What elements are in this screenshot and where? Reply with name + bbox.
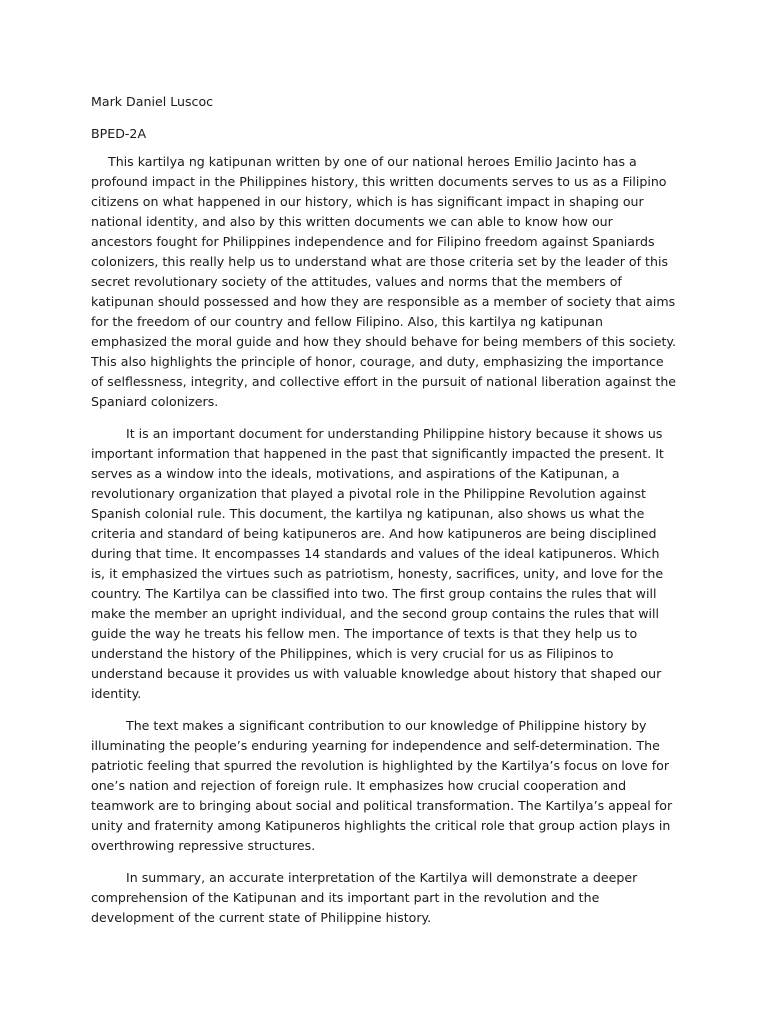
author-name: Mark Daniel Luscoc (91, 94, 214, 109)
paragraph-3: The text makes a significant contribution to our knowledge of Philippine history by illuminating the people’s enduring yearning for independence and self-determination. The patriotic feeling that spurred the revolution is highlighted by the Kartilya’s focus on love for one’s nation and rejection of foreign rule. It emphasizes how crucial cooperation and teamwork are to bringing about social and political transformation. The Kartilya’s appeal for unity and fraternity among Katipuneros highlights the critical role that group action plays in overthrowing repressive structures. (91, 718, 673, 853)
section-label: BPED-2A (91, 126, 147, 141)
paragraph-2: It is an important document for understanding Philippine history because it shows us important information that happened in the past that significantly impacted the present. It serves as a window into the ideals, motivations, and aspirations of the Katipunan, a revolutionary organization that played a pivotal role in the Philippine Revolution against Spanish colonial rule. This document, the kartilya ng katipunan, also shows us what the criteria and standard of being katipuneros are. And how katipuneros are being disciplined during that time. It encompasses 14 standards and values of the ideal katipuneros. Which is, it emphasized the virtues such as patriotism, honesty, sacrifices, unity, and love for the country. The Kartilya can be classified into two. The first group contains the rules that will make the member an upright individual, and the second group contains the rules that will guide the way he treats his fellow men. The importance of texts is that they help us to understand the history of the Philippines, which is very crucial for us as Filipinos to understand because it provides us with valuable knowledge about history that shaped our identity. (91, 426, 664, 701)
paragraph-1: This kartilya ng katipunan written by one of our national heroes Emilio Jacinto has a profound impact in the Philippines history, this written documents serves to us as a Filipino citizens on what happened in our history, which is has significant impact in shaping our national identity, and also by this written documents we can able to know how our ancestors fought for Philippines independence and for Filipino freedom against Spaniards colonizers, this really help us to understand what are those criteria set by the leader of this secret revolutionary society of the attitudes, values and norms that the members of katipunan should possessed and how they are responsible as a member of society that aims for the freedom of our country and fellow Filipino. Also, this kartilya ng katipunan emphasized the moral guide and how they should behave for being members of this society. This also highlights the principle of honor, courage, and duty, emphasizing the importance of selflessness, integrity, and collective effort in the pursuit of national liberation against the Spaniard colonizers. (91, 154, 677, 409)
paragraph-4: In summary, an accurate interpretation of the Kartilya will demonstrate a deeper comprehension of the Katipunan and its important part in the revolution and the development of the current state of Philippine history. (91, 870, 638, 925)
document-body (91, 92, 677, 940)
